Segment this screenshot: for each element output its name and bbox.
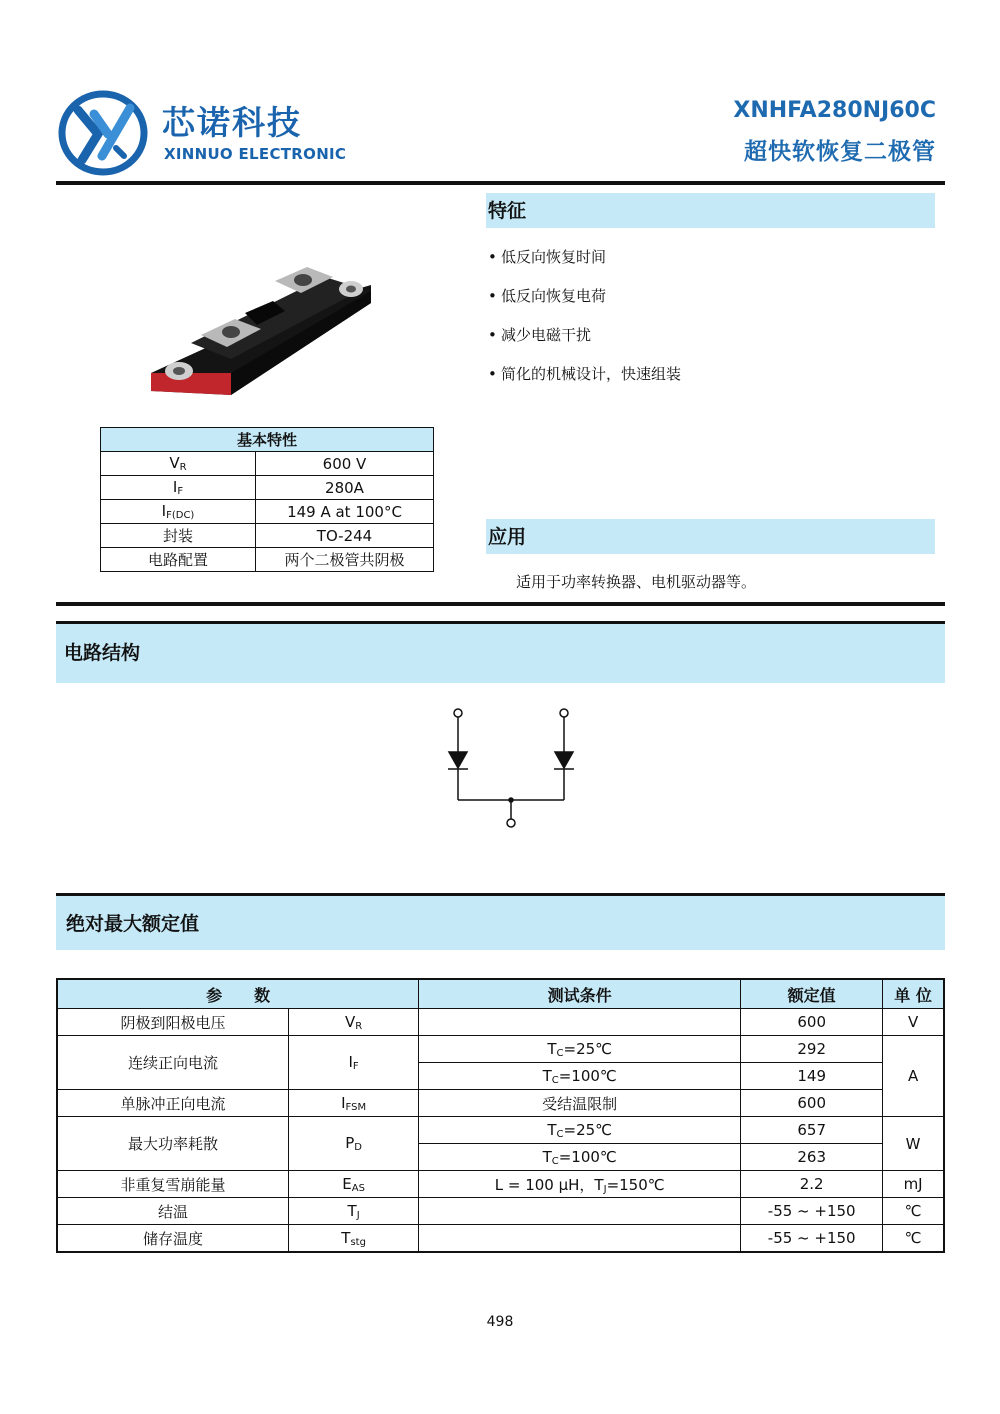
table-row [101,548,434,572]
test-condition: $T_C=100℃$ [419,1144,741,1171]
part-number: XNHFA280NJ60C [733,98,936,123]
rated-value: 149 [741,1063,883,1090]
param-symbol: $V_R$ [289,1009,419,1036]
param-symbol: $P_D$ [289,1117,419,1171]
diode-left [448,709,468,800]
application-title: 应用 [488,526,527,548]
param-symbol: $T_{stg}$ [289,1225,419,1253]
basic-specs-table [100,427,434,572]
spec-value: 280A [256,476,434,500]
test-condition [419,1009,741,1036]
company-logo-icon [58,90,148,176]
application-header-bar [486,519,935,554]
table-row [101,524,434,548]
table-row [101,476,434,500]
rated-value: -55 ~ +150 [741,1198,883,1225]
param-name: 结温 [57,1198,289,1225]
col-header-value: 额定值 [741,979,883,1009]
unit: ℃ [883,1198,944,1225]
param-name: 非重复雪崩能量 [57,1171,289,1198]
list-item: • 减少电磁干扰 [488,325,681,364]
param-name: 最大功率耗散 [57,1117,289,1171]
rated-value: 263 [741,1144,883,1171]
param-symbol: $I_{FSM}$ [289,1090,419,1117]
test-condition: $T_C=25℃$ [419,1117,741,1144]
basic-specs-title: 基本特性 [101,428,434,452]
features-list [488,247,681,403]
list-item: • 低反向恢复时间 [488,247,681,286]
table-row [57,1036,944,1063]
test-condition [419,1225,741,1253]
unit: ℃ [883,1225,944,1253]
product-module-image [145,255,375,405]
table-row [57,1009,944,1036]
header-divider [56,181,945,185]
rated-value: 2.2 [741,1171,883,1198]
common-cathode-node [458,798,564,827]
test-condition: L = 100 μH，$T_J=150℃$ [419,1171,741,1198]
company-name-cn: 芯诺科技 [162,103,302,142]
table-row [57,1225,944,1253]
ratings-table [56,978,945,1253]
col-header-unit: 单 位 [883,979,944,1009]
features-title: 特征 [488,200,527,222]
spec-param: 封装 [101,524,256,548]
param-name: 储存温度 [57,1225,289,1253]
section-divider [56,602,945,606]
test-condition: $T_C=25℃$ [419,1036,741,1063]
param-name: 连续正向电流 [57,1036,289,1090]
circuit-title: 电路结构 [64,642,141,664]
application-text: 适用于功率转换器、电机驱动器等。 [516,573,757,591]
table-row [57,1198,944,1225]
param-symbol: $E_{AS}$ [289,1171,419,1198]
table-row [101,452,434,476]
spec-param: $I_{F(DC)}$ [101,500,256,524]
rated-value: 657 [741,1117,883,1144]
table-row [101,428,434,452]
spec-param: 电路配置 [101,548,256,572]
test-condition [419,1198,741,1225]
table-row [101,500,434,524]
ratings-title: 绝对最大额定值 [66,913,200,935]
table-row [57,1117,944,1144]
rated-value: 600 [741,1009,883,1036]
unit: mJ [883,1171,944,1198]
col-header-condition: 测试条件 [419,979,741,1009]
circuit-header-bar [56,624,945,683]
table-row [57,1090,944,1117]
spec-value: 600 V [256,452,434,476]
param-name: 单脉冲正向电流 [57,1090,289,1117]
list-item: • 简化的机械设计，快速组装 [488,364,681,403]
unit: W [883,1117,944,1171]
rated-value: 600 [741,1090,883,1117]
table-header-row [57,979,944,1009]
page-number: 498 [486,1314,514,1330]
diode-right [554,709,574,800]
col-header-param: 参 数 [57,979,419,1009]
spec-param: $I_F$ [101,476,256,500]
unit: V [883,1009,944,1036]
unit: A [883,1036,944,1117]
spec-value: 149 A at 100°C [256,500,434,524]
circuit-diagram [440,700,580,835]
features-header-bar [486,193,935,228]
param-symbol: $T_J$ [289,1198,419,1225]
spec-param: $V_R$ [101,452,256,476]
test-condition: $T_C=100℃$ [419,1063,741,1090]
part-description: 超快软恢复二极管 [744,139,936,165]
company-name-en: XINNUO ELECTRONIC [164,145,347,163]
param-symbol: $I_F$ [289,1036,419,1090]
list-item: • 低反向恢复电荷 [488,286,681,325]
rated-value: 292 [741,1036,883,1063]
spec-value: TO-244 [256,524,434,548]
spec-value: 两个二极管共阴极 [256,548,434,572]
table-row [57,1171,944,1198]
rated-value: -55 ~ +150 [741,1225,883,1253]
test-condition: 受结温限制 [419,1090,741,1117]
param-name: 阴极到阳极电压 [57,1009,289,1036]
